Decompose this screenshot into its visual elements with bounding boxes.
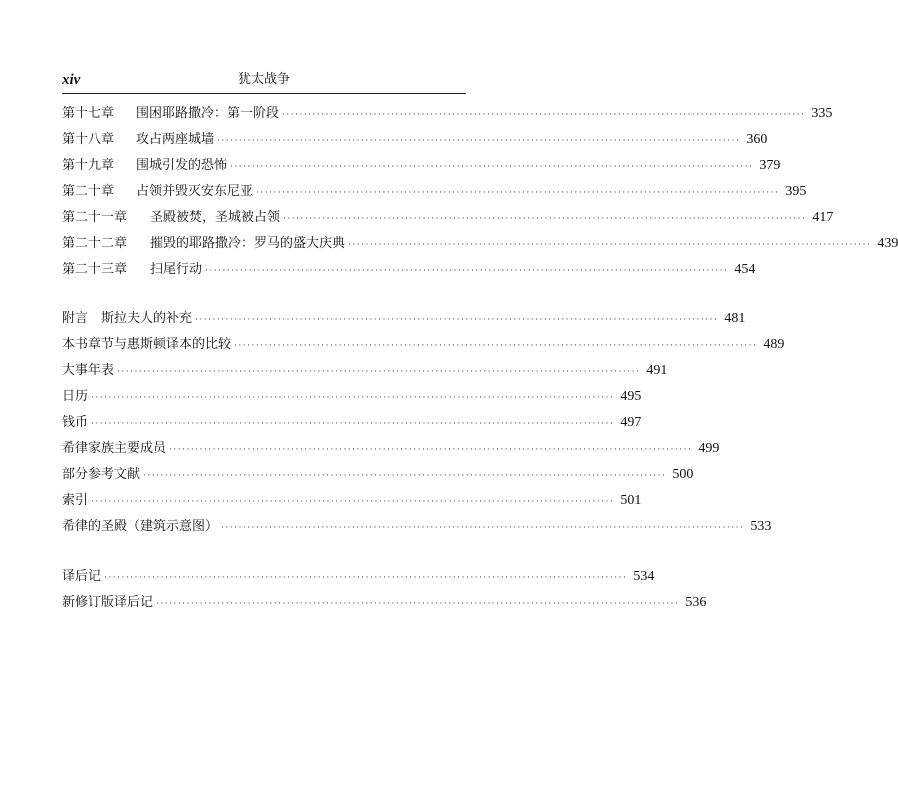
page-number: 491 [646,363,668,378]
page-number: 395 [785,184,807,199]
toc-entry[interactable] [62,205,834,231]
page-number: 495 [620,389,642,404]
toc-entry[interactable] [62,127,768,153]
chapter-number: 第二十三章 [62,262,128,277]
running-title: 犹太战争 [237,72,290,87]
toc-entry[interactable] [62,153,781,179]
toc-entry[interactable] [62,332,785,358]
toc-entry[interactable] [62,462,694,488]
dot-leader: ························································································································ [117,367,641,377]
page-number: 417 [812,210,834,225]
page-number: 501 [620,493,642,508]
dot-leader: ························································································································ [156,599,680,609]
running-header [62,70,466,90]
chapter-title: 攻占两座城墙 [136,132,215,147]
toc-entry[interactable] [62,488,642,514]
page-number: 489 [763,337,785,352]
toc-entry[interactable] [62,590,707,616]
header-rule [62,93,466,94]
toc-entry[interactable] [62,231,898,257]
chapter-title: 圣殿被焚，圣城被占领 [150,210,281,225]
toc-entry[interactable] [62,306,746,332]
chapter-title: 围城引发的恐怖 [136,158,228,173]
entry-title: 新修订版译后记 [62,590,153,616]
chapter-number: 第十八章 [62,132,115,147]
toc-entry[interactable] [62,564,655,590]
toc-afterword [62,564,707,616]
dot-leader: ························································································································ [143,471,667,481]
dot-leader: ························································································································ [234,341,758,351]
entry-title: 部分参考文献 [62,462,140,488]
chapter-title: 摧毁的耶路撒冷：罗马的盛大庆典 [150,236,346,251]
chapter-number: 第二十一章 [62,210,128,225]
toc-entry[interactable] [62,358,668,384]
chapter-title: 占领并毁灭安东尼亚 [136,184,254,199]
toc-appendix [62,306,785,540]
dot-leader: ························································································································ [256,188,780,198]
page-number: 481 [724,311,746,326]
entry-title: 大事年表 [62,358,114,384]
entry-title: 日历 [62,384,88,410]
toc-entry[interactable] [62,410,642,436]
toc-chapters [62,101,898,283]
chapter-number: 第二十二章 [62,236,128,251]
entry-title: 索引 [62,488,88,514]
dot-leader: ························································································································ [348,240,872,250]
dot-leader: ························································································································ [217,136,741,146]
chapter-title: 扫尾行动 [150,262,203,277]
entry-title: 本书章节与惠斯顿译本的比较 [62,332,231,358]
page-number: 454 [734,262,756,277]
toc-entry[interactable] [62,436,720,462]
toc-entry[interactable] [62,384,642,410]
chapter-number: 第十七章 [62,106,115,121]
page-number: 534 [633,569,655,584]
chapter-title: 围困耶路撒冷：第一阶段 [136,106,280,121]
dot-leader: ························································································································ [169,445,693,455]
toc-entry[interactable] [62,514,772,540]
page-number: 497 [620,415,642,430]
page-number: 439 [877,236,898,251]
toc-entry[interactable] [62,257,756,283]
dot-leader: ························································································································ [91,393,615,403]
toc-entry[interactable] [62,101,833,127]
chapter-number: 第二十章 [62,184,115,199]
dot-leader: ························································································································ [283,214,807,224]
page-number: 536 [685,595,707,610]
entry-title: 附言 斯拉夫人的补充 [62,306,192,332]
toc-entry[interactable] [62,179,807,205]
dot-leader: ························································································································ [230,162,754,172]
dot-leader: ························································································································ [282,110,806,120]
page-folio: xiv [62,72,81,88]
entry-title: 译后记 [62,564,101,590]
page-number: 335 [811,106,833,121]
dot-leader: ························································································································ [205,266,729,276]
dot-leader: ························································································································ [221,523,745,533]
page-number: 533 [750,519,772,534]
dot-leader: ························································································································ [195,315,719,325]
entry-title: 希律的圣殿（建筑示意图） [62,514,218,540]
entry-title: 希律家族主要成员 [62,436,166,462]
page-number: 360 [746,132,768,147]
dot-leader: ························································································································ [91,419,615,429]
dot-leader: ························································································································ [104,573,628,583]
page-number: 379 [759,158,781,173]
dot-leader: ························································································································ [91,497,615,507]
page-number: 499 [698,441,720,456]
entry-title: 钱币 [62,410,88,436]
page-number: 500 [672,467,694,482]
chapter-number: 第十九章 [62,158,115,173]
